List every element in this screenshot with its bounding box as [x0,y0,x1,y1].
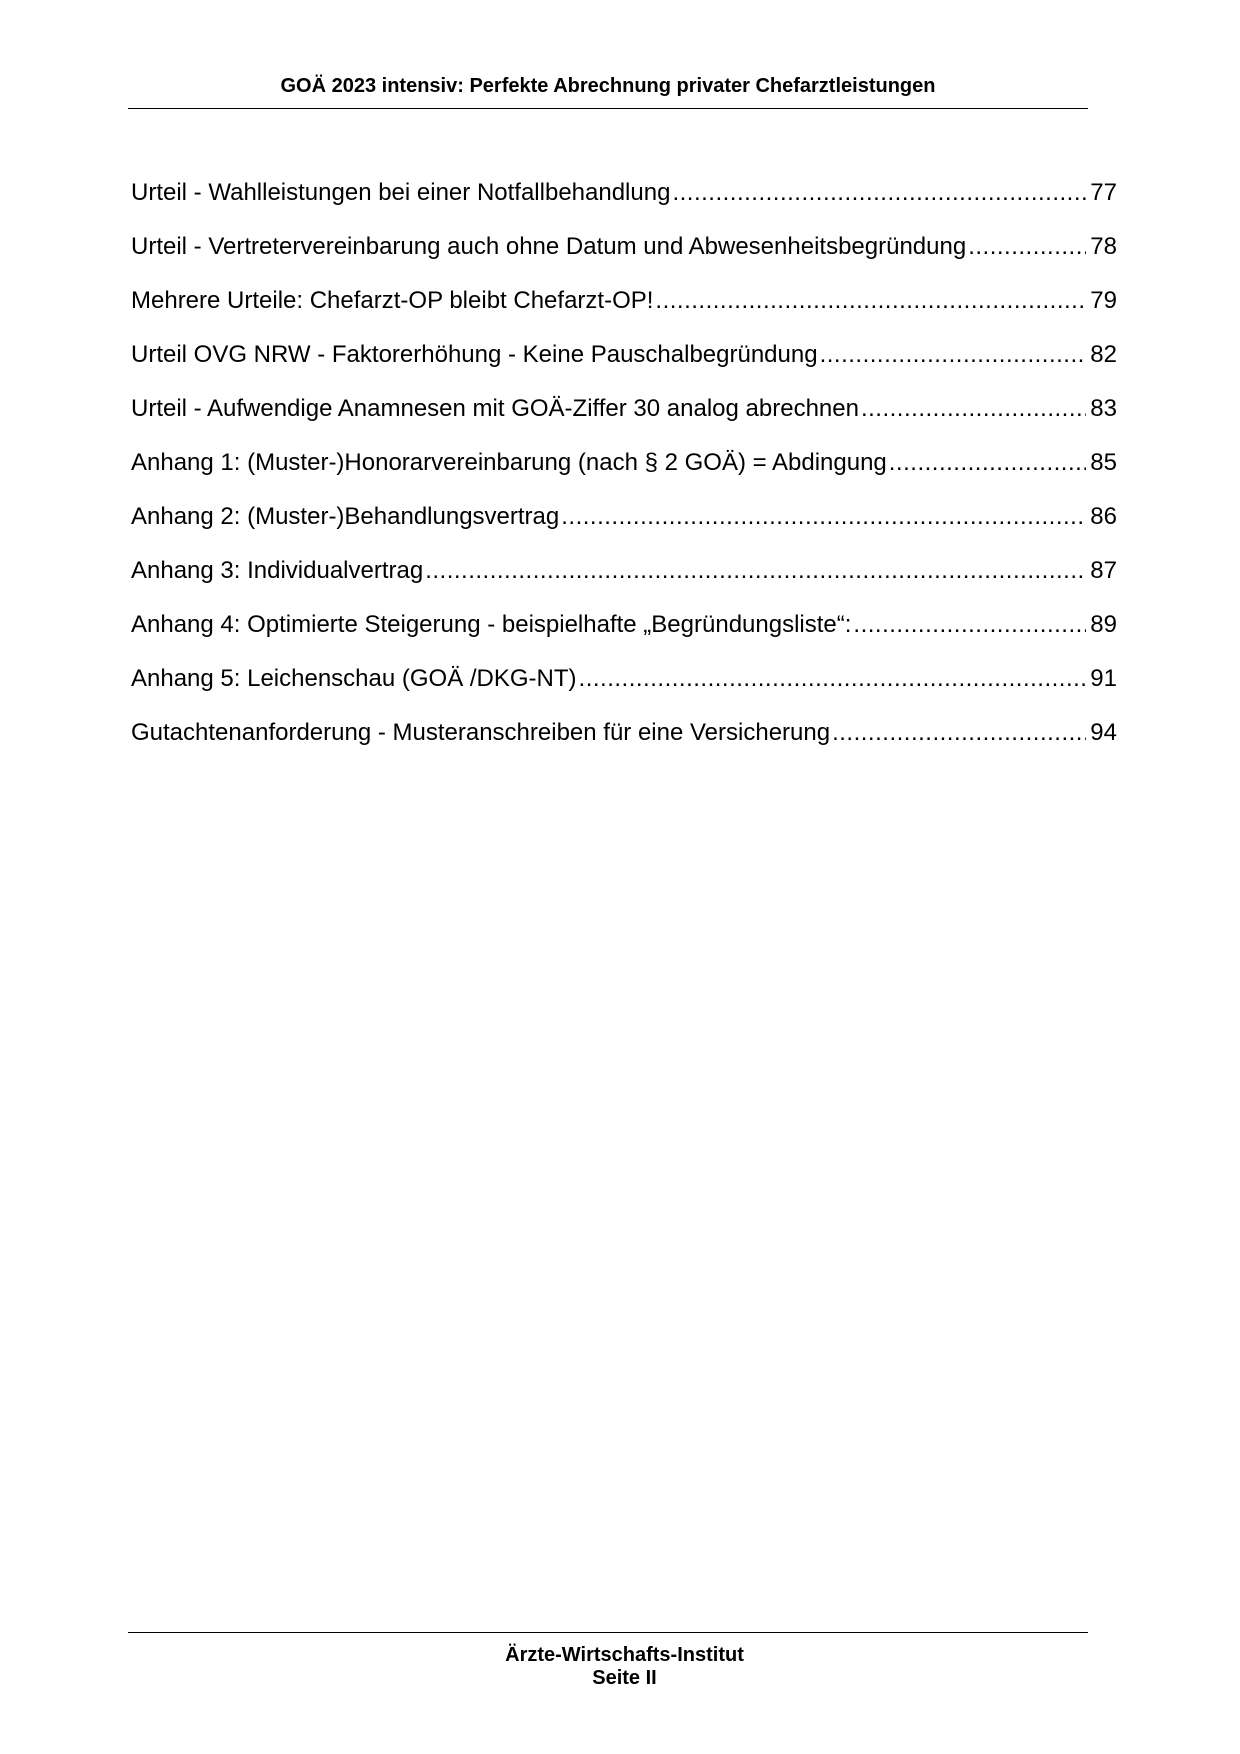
page-footer [428,1644,821,1690]
toc-entry-page: 89 [1090,611,1117,638]
table-of-contents [131,175,1117,769]
toc-dot-leader [861,391,1086,427]
toc-entry [131,283,1117,337]
toc-entry-page: 78 [1090,233,1117,260]
toc-entry-page: 79 [1090,287,1117,314]
toc-entry-title: Urteil OVG NRW - Faktorerhöhung - Keine Pauschalbegründung [131,341,818,368]
toc-entry-title: Anhang 1: (Muster-)Honorarvereinbarung (nach § 2 GOÄ) = Abdingung [131,449,887,476]
toc-entry [131,391,1117,445]
toc-entry-page: 83 [1090,395,1117,422]
toc-entry-page: 85 [1090,449,1117,476]
page-header-title: GOÄ 2023 intensiv: Perfekte Abrechnung privater Chefarztleistungen [280,75,936,97]
toc-entry-title: Urteil - Aufwendige Anamnesen mit GOÄ-Ziffer 30 analog abrechnen [131,395,859,422]
toc-dot-leader [820,337,1087,373]
toc-entry-title: Mehrere Urteile: Chefarzt-OP bleibt Chefarzt-OP! [131,287,654,314]
toc-dot-leader [832,715,1086,751]
toc-entry-title: Gutachtenanforderung - Musteranschreiben für eine Versicherung [131,719,831,746]
toc-entry-page: 77 [1090,179,1117,206]
footer-institute: Ärzte-Wirtschafts-Institut [505,1644,744,1666]
toc-entry [131,229,1117,283]
toc-dot-leader [655,283,1086,319]
toc-dot-leader [579,661,1087,697]
toc-entry [131,445,1117,499]
toc-entry [131,175,1117,229]
footer-divider [128,1632,1088,1633]
toc-entry [131,337,1117,391]
toc-entry-page: 87 [1090,557,1117,584]
toc-entry-title: Anhang 2: (Muster-)Behandlungsvertrag [131,503,560,530]
toc-dot-leader [968,229,1086,265]
toc-entry-page: 94 [1090,719,1117,746]
toc-dot-leader [889,445,1087,481]
toc-entry [131,607,1117,661]
toc-dot-leader [672,175,1086,211]
toc-dot-leader [425,553,1086,589]
toc-entry [131,715,1117,769]
toc-dot-leader [561,499,1086,535]
toc-entry-title: Urteil - Wahlleistungen bei einer Notfallbehandlung [131,179,671,206]
toc-entry [131,661,1117,715]
toc-entry-title: Urteil - Vertretervereinbarung auch ohne Datum und Abwesenheitsbegründung [131,233,967,260]
header-divider [128,108,1088,109]
toc-entry-page: 86 [1090,503,1117,530]
toc-entry-page: 82 [1090,341,1117,368]
toc-entry-title: Anhang 4: Optimierte Steigerung - beispielhafte „Begründungsliste“: [131,611,852,638]
toc-dot-leader [853,607,1086,643]
toc-entry-title: Anhang 5: Leichenschau (GOÄ /DKG-NT) [131,665,577,692]
toc-entry-page: 91 [1090,665,1117,692]
toc-entry [131,553,1117,607]
toc-entry [131,499,1117,553]
footer-page-label: Seite II [592,1667,657,1689]
toc-entry-title: Anhang 3: Individualvertrag [131,557,424,584]
